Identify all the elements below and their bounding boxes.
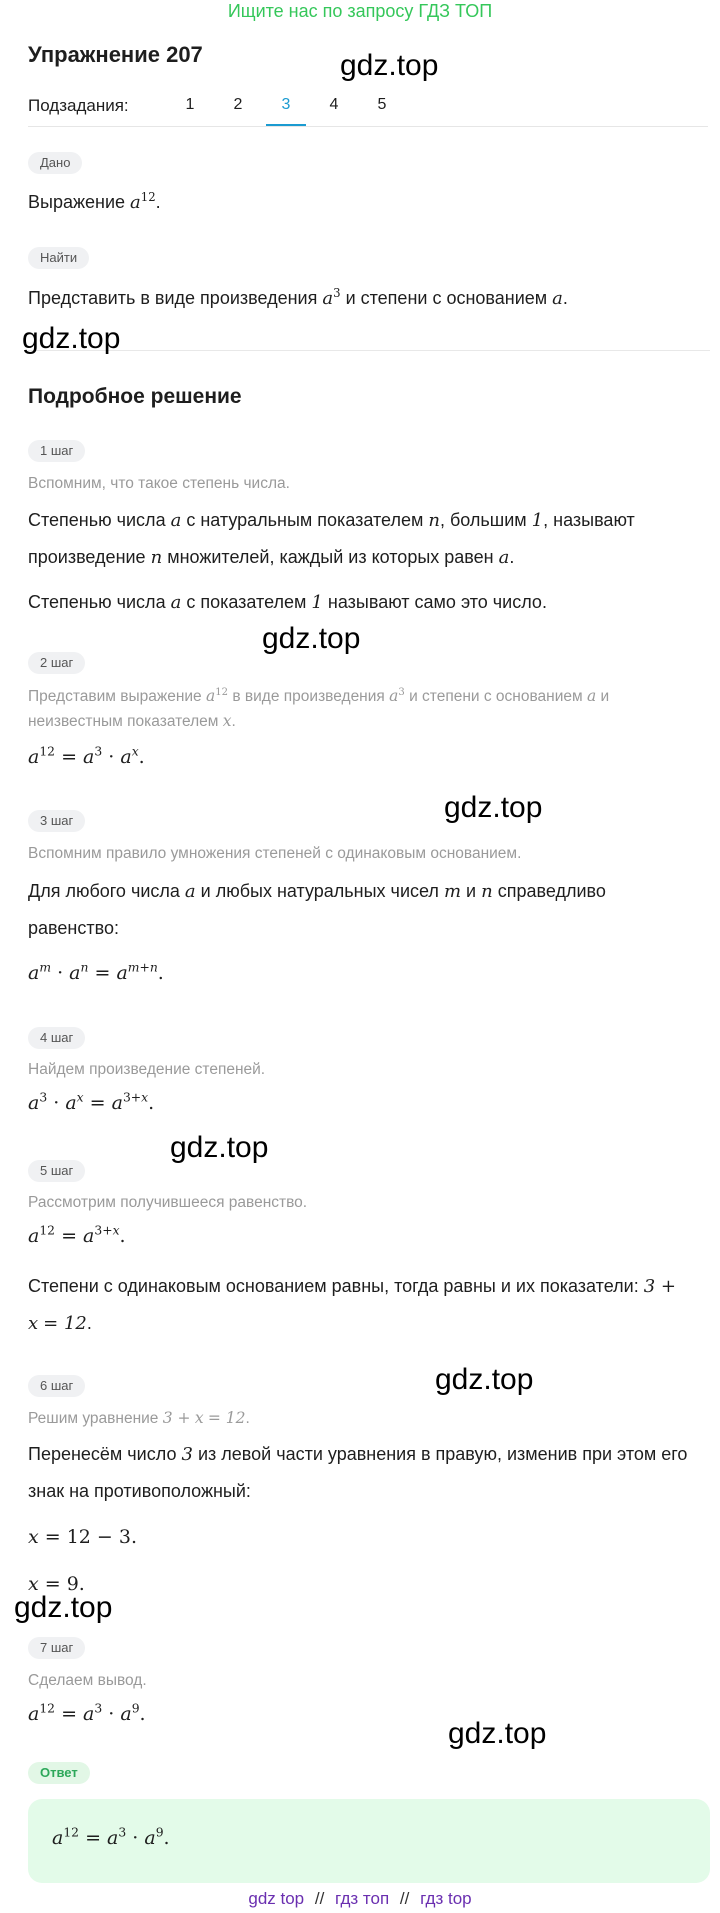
step-6-formula-1: x = 12 − 3. — [28, 1526, 138, 1548]
step-5-badge: 5 шаг — [28, 1160, 85, 1182]
step-1-text-2: Степенью числа a с показателем 1 называют само это число. — [28, 592, 547, 613]
step-1-text: Степенью числа a с натуральным показателем n, большим 1, называют произведение n множителей, каждый из которых равен a. — [28, 510, 635, 568]
step-5-formula: $a^{12} = a^{3+x}$. — [28, 1223, 126, 1247]
watermark: gdz.top — [444, 791, 543, 824]
find-text: Представить в виде произведения $a^3$ и степени с основанием a. — [28, 286, 568, 309]
given-badge: Дано — [28, 152, 82, 174]
step-4-formula: $a^3 \cdot a^x = a^{3+x}$. — [28, 1090, 155, 1114]
watermark: gdz.top — [14, 1591, 113, 1624]
step-4-hint: Найдем произведение степеней. — [28, 1061, 266, 1078]
footer-separator: // — [399, 1889, 410, 1908]
step-5-text: Степени с одинаковым основанием равны, тогда равны и их показатели: 3 + x = 12. — [28, 1276, 676, 1334]
answer-formula: $a^{12} = a^3 \cdot a^9$. — [52, 1825, 170, 1849]
watermark: gdz.top — [22, 322, 121, 355]
divider — [28, 350, 710, 351]
footer-link-3[interactable]: гдз top — [420, 1889, 472, 1908]
step-6-hint: Решим уравнение 3 + x = 12. — [28, 1409, 250, 1427]
footer-separator: // — [314, 1889, 325, 1908]
watermark: gdz.top — [448, 1717, 547, 1750]
step-1-badge: 1 шаг — [28, 440, 85, 462]
subtasks-bar — [28, 92, 708, 127]
step-2-hint: Представим выражение $a^{12}$ в виде произведения $a^3$ и степени с основанием a и неизвестным показателем x. — [28, 686, 610, 730]
page-title: Упражнение 207 — [28, 42, 203, 67]
given-text: Выражение $a^{12}$. — [28, 190, 161, 213]
watermark: gdz.top — [435, 1363, 534, 1396]
find-badge: Найти — [28, 247, 89, 269]
step-6-formula-2: x = 9. — [28, 1573, 85, 1595]
tab-2[interactable]: 2 — [233, 96, 243, 113]
answer-box — [28, 1799, 710, 1883]
step-6-badge: 6 шаг — [28, 1375, 85, 1397]
step-1-hint: Вспомним, что такое степень числа. — [28, 475, 290, 492]
step-7-badge: 7 шаг — [28, 1637, 85, 1659]
promo-banner: Ищите нас по запросу ГДЗ ТОП — [227, 1, 493, 21]
tab-5[interactable]: 5 — [377, 96, 387, 113]
step-2-formula: $a^{12} = a^3 \cdot a^x$. — [28, 744, 145, 768]
step-7-hint: Сделаем вывод. — [28, 1672, 147, 1689]
tab-1[interactable]: 1 — [185, 96, 195, 113]
step-6-text: Перенесём число 3 из левой части уравнения в правую, изменив при этом его знак на противоположный: — [28, 1444, 688, 1501]
step-5-hint: Рассмотрим получившееся равенство. — [28, 1194, 308, 1211]
footer-link-1[interactable]: gdz top — [248, 1889, 305, 1908]
solution-title: Подробное решение — [28, 385, 242, 408]
tab-3[interactable]: 3 — [266, 96, 306, 126]
step-3-badge: 3 шаг — [28, 810, 85, 832]
footer-link-2[interactable]: гдз топ — [335, 1889, 390, 1908]
step-2-badge: 2 шаг — [28, 652, 85, 674]
step-7-formula: $a^{12} = a^3 \cdot a^9$. — [28, 1701, 146, 1725]
footer-links — [0, 1889, 720, 1909]
watermark: gdz.top — [262, 622, 361, 655]
step-3-formula: $a^m \cdot a^n = a^{m+n}$. — [28, 960, 164, 984]
tab-4[interactable]: 4 — [329, 96, 339, 113]
watermark: gdz.top — [340, 49, 439, 82]
step-3-hint: Вспомним правило умножения степеней с одинаковым основанием. — [28, 845, 522, 862]
step-4-badge: 4 шаг — [28, 1027, 85, 1049]
step-3-text: Для любого числа a и любых натуральных чисел m и n справедливо равенство: — [28, 881, 606, 938]
subtasks-label: Подзадания: — [28, 96, 129, 115]
watermark: gdz.top — [170, 1131, 269, 1164]
answer-badge: Ответ — [28, 1762, 90, 1784]
